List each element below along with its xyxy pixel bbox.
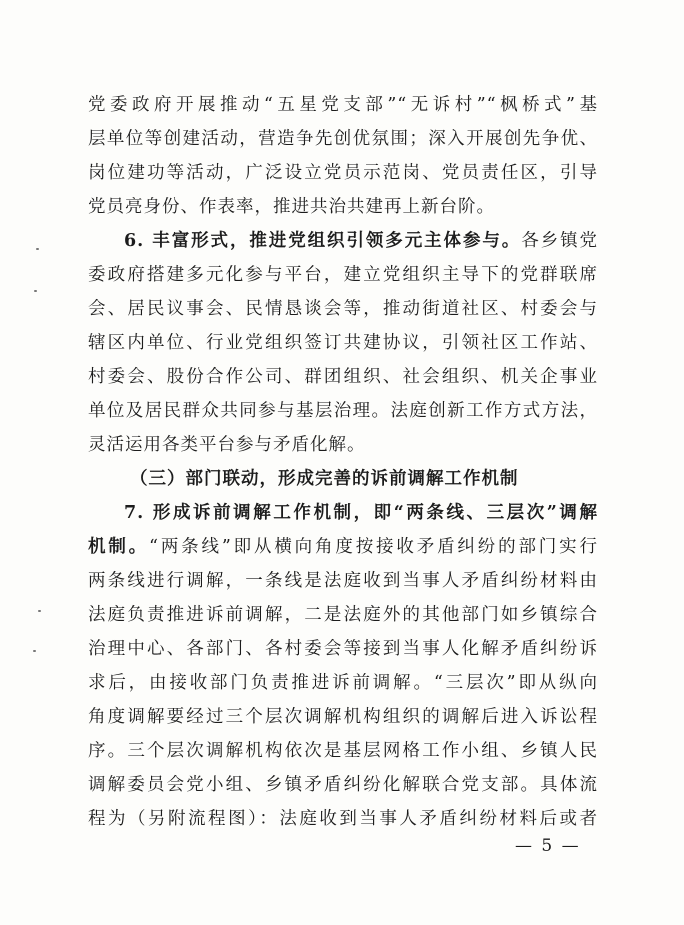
text-line: 调解委员会党小组、乡镇矛盾纠纷化解联合党支部。具体流 (88, 775, 598, 795)
text-line: 程为（另附流程图）：法庭收到当事人矛盾纠纷材料后或者 (88, 809, 598, 829)
scan-speck (36, 248, 39, 250)
section-heading: （三）部门联动，形成完善的诉前调解工作机制 (130, 469, 519, 489)
paragraph-line (88, 530, 598, 564)
text-line: 岗位建功等活动，广泛设立党员示范岗、党员责任区，引导 (88, 163, 598, 183)
scan-speck (38, 610, 41, 612)
text-line: 党员亮身份、作表率，推进共治共建再上新台阶。 (88, 197, 495, 217)
text-line: 委政府搭建多元化参与平台，建立党组织主导下的党群联席 (88, 265, 598, 285)
text-span: 各乡镇党 (521, 231, 598, 251)
text-span: “两条线”即从横向角度按接收矛盾纠纷的部门实行 (149, 537, 598, 557)
text-line: 村委会、股份合作公司、群团组织、社会组织、机关企事业 (88, 367, 598, 387)
item-heading: 7. 形成诉前调解工作机制，即“两条线、三层次”调解 (124, 503, 598, 523)
text-line: 灵活运用各类平台参与矛盾化解。 (88, 435, 366, 455)
scan-speck (34, 290, 37, 292)
text-line: 法庭负责推进诉前调解，二是法庭外的其他部门如乡镇综合 (88, 605, 598, 625)
text-line: 会、居民议事会、民情恳谈会等，推动街道社区、村委会与 (88, 299, 598, 319)
text-line: 治理中心、各部门、各村委会等接到当事人化解矛盾纠纷诉 (88, 639, 598, 659)
text-line: 辖区内单位、行业党组织签订共建协议，引领社区工作站、 (88, 333, 598, 353)
text-line: 层单位等创建活动，营造争先创优氛围；深入开展创先争优、 (88, 129, 598, 149)
item-heading: 6. 丰富形式，推进党组织引领多元主体参与。 (124, 231, 522, 251)
text-line: 党委政府开展推动“五星党支部”“无诉村”“枫桥式”基 (88, 95, 598, 115)
text-line: 两条线进行调解，一条线是法庭收到当事人矛盾纠纷材料由 (88, 571, 598, 591)
paragraph-first-line (124, 224, 598, 258)
text-line: 求后，由接收部门负责推进诉前调解。“三层次”即从纵向 (88, 673, 598, 693)
text-line: 序。三个层次调解机构依次是基层网格工作小组、乡镇人民 (88, 741, 598, 761)
text-line: 单位及居民群众共同参与基层治理。法庭创新工作方式方法， (88, 401, 598, 421)
item-heading-tail: 机制。 (88, 537, 150, 557)
page-number: — 5 — (515, 836, 581, 856)
text-line: 角度调解要经过三个层次调解机构组织的调解后进入诉讼程 (88, 707, 598, 727)
scan-speck (33, 650, 36, 652)
